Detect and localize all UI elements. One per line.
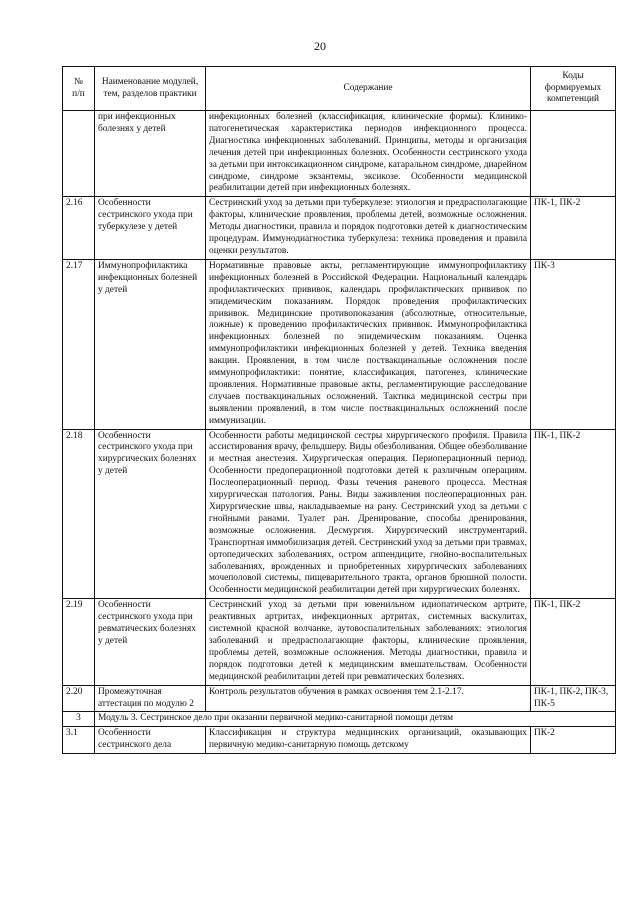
row-name: Особенности сестринского ухода при хирургических болезнях у детей	[95, 429, 206, 599]
row-num: 2.16	[63, 197, 95, 260]
row-content: Контроль результатов обучения в рамках освоения тем 2.1-2.17.	[206, 685, 531, 712]
table-row	[63, 197, 616, 260]
row-content: Сестринский уход за детьми при туберкулезе: этиология и предрасполагающие факторы, клинические проявления, проблемы детей, возможные осложнения. Методы диагностики, правила и порядок подготовки детей к диагностическим процедурам. Иммунодиагностика туберкулеза: техника проведения и правила оценки результатов.	[206, 197, 531, 260]
row-codes	[531, 111, 616, 197]
row-name: Промежуточная аттестация по модулю 2	[95, 685, 206, 712]
row-name: Особенности сестринского дела	[95, 727, 206, 754]
page-number: 20	[314, 39, 326, 53]
row-content: Сестринский уход за детьми при ювенильном идиопатическом артрите, реактивных артритах, инфекционных артритах, системных васкулитах, системной красной волчанке, аутовоспалительных заболеваниях: этиология заболеваний и предрасполагающие факторы, клинические проявления, проблемы детей, возможные осложнения. Методы диагностики, правила и порядок подготовки детей к медицинским вмешательствам. Особенности медицинской реабилитации детей при ревматических болезнях.	[206, 599, 531, 685]
module-num: 3	[63, 712, 95, 727]
header-num: № п/п	[63, 67, 95, 111]
row-codes: ПК-1, ПК-2	[531, 197, 616, 260]
row-codes: ПК-2	[531, 727, 616, 754]
row-num	[63, 111, 95, 197]
row-content: Классификация и структура медицинских организаций, оказывающих первичную медико-санитарную помощь детскому	[206, 727, 531, 754]
row-num: 2.20	[63, 685, 95, 712]
header-content: Содержание	[206, 67, 531, 111]
row-content: инфекционных болезней (классификация, клинические формы). Клинико-патогенетическая характеристика периодов инфекционного процесса. Диагностика инфекционных заболеваний. Принципы, методы и организация лечения детей при инфекционных болезнях. Особенности сестринского ухода за детьми при интоксикационном синдроме, катаральном синдроме, диарейном синдроме, синдроме экзантемы, эксикозе. Особенности медицинской реабилитации детей при инфекционных болезнях.	[206, 111, 531, 197]
table-row	[63, 429, 616, 599]
table-row	[63, 599, 616, 685]
module-row	[63, 712, 616, 727]
row-num: 2.18	[63, 429, 95, 599]
header-codes: Коды формируемых компетенций	[531, 67, 616, 111]
table-row	[63, 685, 616, 712]
curriculum-table	[62, 66, 616, 754]
row-num: 3.1	[63, 727, 95, 754]
row-codes: ПК-3	[531, 259, 616, 429]
table-header-row	[63, 67, 616, 111]
row-name: при инфекционных болезнях у детей	[95, 111, 206, 197]
row-name: Особенности сестринского ухода при туберкулезе у детей	[95, 197, 206, 260]
row-codes: ПК-1, ПК-2	[531, 599, 616, 685]
row-num: 2.17	[63, 259, 95, 429]
row-content: Нормативные правовые акты, регламентирующие иммунопрофилактику инфекционных болезней в Российской Федерации. Национальный календарь профилактических прививок, календарь профилактических прививок по эпидемическим показаниям. Порядок проведения профилактических прививок. Медицинские противопоказания (абсолютные, относительные, ложные) к проведению профилактических прививок. Иммунопрофилактика инфекционных болезней по эпидемическим показаниям. Оценка иммунопрофилактики инфекционных болезней у детей. Техника введения вакцин. Проявления, в том числе поствакцинальные осложнения после иммунопрофилактики: понятие, классификация, патогенез, клинические проявления. Нормативные правовые акты, регламентирующие расследование случаев поствакцинальных осложнений. Тактика медицинской сестры при выявлении проявлений, в том числе поствакцинальных осложнений после иммунизации.	[206, 259, 531, 429]
row-name: Иммунопрофилактика инфекционных болезней у детей	[95, 259, 206, 429]
header-name: Наименование модулей, тем, разделов практики	[95, 67, 206, 111]
row-codes: ПК-1, ПК-2	[531, 429, 616, 599]
row-name: Особенности сестринского ухода при ревматических болезнях у детей	[95, 599, 206, 685]
table-row	[63, 259, 616, 429]
row-codes: ПК-1, ПК-2, ПК-3, ПК-5	[531, 685, 616, 712]
row-content: Особенности работы медицинской сестры хирургического профиля. Правила ассистирования врачу, фельдшеру. Виды обезболивания. Общее обезболивание и местная анестезия. Хирургическая операция. Периоперационный период. Особенности предоперационной подготовки детей к различным операциям. Послеоперационный период. Фазы течения раневого процесса. Местная хирургическая патология. Раны. Виды заживления послеоперационных ран. Хирургические швы, накладываемые на рану. Сестринский уход за детьми с гнойными ранами. Туалет ран. Дренирование, способы дренирования, возможные осложнения. Десмургия. Хирургический инструментарий. Транспортная иммобилизация детей. Сестринский уход за детьми при травмах, ортопедических заболеваниях, остром аппендиците, гнойно-воспалительных заболеваниях, врожденных и приобретенных хирургических заболеваниях мочеполовой системы, пищеварительного тракта, органов брюшной полости. Особенности медицинской реабилитации детей при хирургических болезнях.	[206, 429, 531, 599]
module-title: Модуль 3. Сестринское дело при оказании первичной медико-санитарной помощи детям	[95, 712, 616, 727]
table-row	[63, 727, 616, 754]
row-num: 2.19	[63, 599, 95, 685]
table-row	[63, 111, 616, 197]
